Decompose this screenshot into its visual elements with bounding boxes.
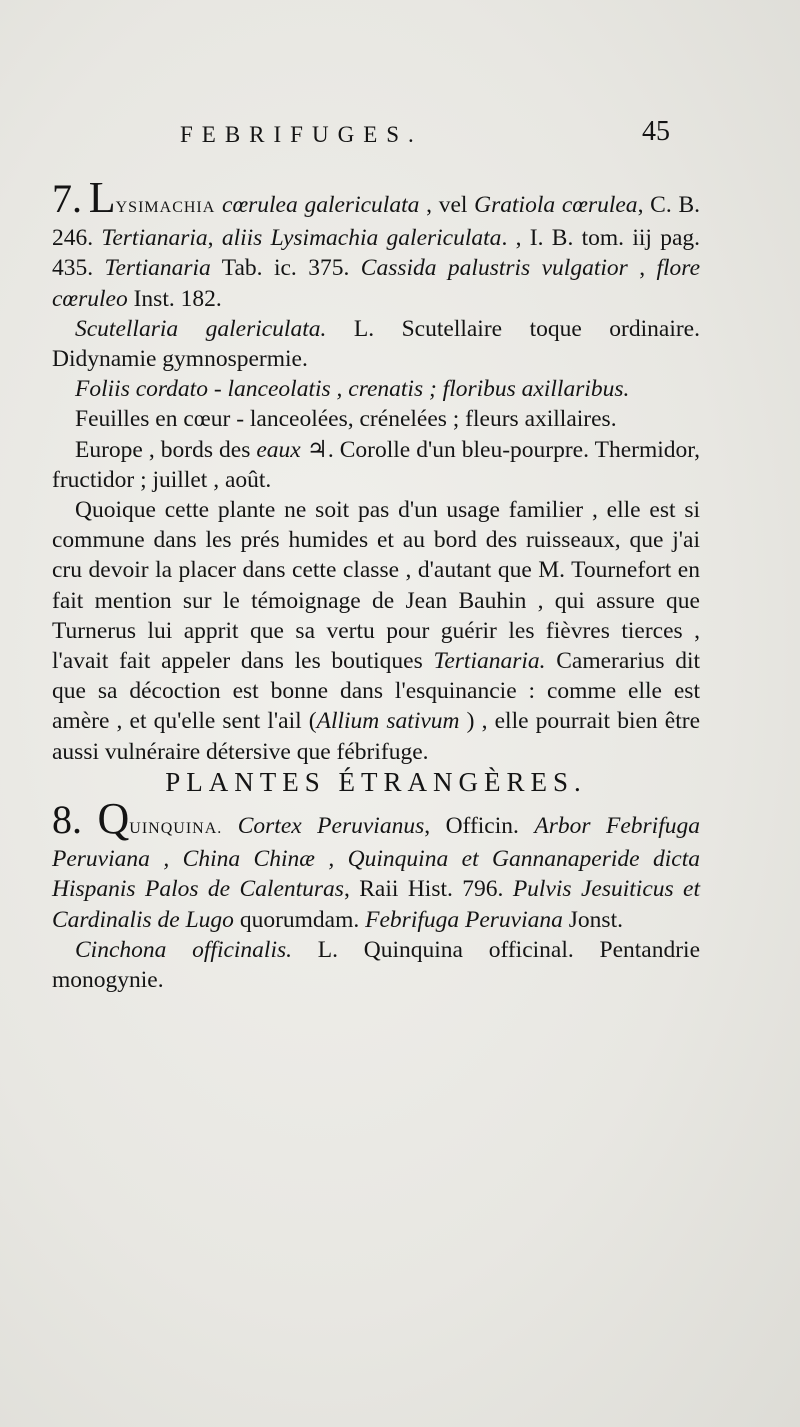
syn8-g: Febrifuga Peruviana: [365, 906, 563, 933]
commentary-b: Tertianaria.: [433, 648, 546, 675]
syn8-c: Arbor Febrifuga Peruviana , China Chinæ , Quinquina et Gannanaperide dicta Hispanis Palos de Calenturas: [52, 813, 700, 903]
syn-f: ,: [207, 225, 214, 252]
syn-g: aliis Lysimachia galericulata: [221, 225, 502, 252]
page-body: [52, 173, 701, 995]
entry-7-french-description: Feuilles en cœur - lanceolées, crénelées ; fleurs axillaires.: [75, 406, 617, 433]
entry-7-latin-description: [52, 374, 700, 404]
page-number: 45: [642, 116, 670, 147]
entry-8-head: UINQUINA.: [129, 820, 223, 838]
linnaean-name-8: Cinchona officinalis.: [75, 936, 293, 963]
linnaean-rest-8: L. Quinquina officinal. Pentandrie monogynie.: [52, 936, 700, 994]
syn-e: Tertianaria: [101, 225, 208, 252]
syn-b: , vel: [426, 192, 468, 218]
syn8-d: , Raii Hist. 796.: [343, 876, 504, 903]
syn8-b: , Officin.: [424, 813, 519, 840]
entry-8-number: 8.: [52, 797, 82, 843]
commentary-e: ) , elle pourrait bien être aussi vulnéraire détersive que fébrifuge.: [52, 708, 700, 765]
entry-8-dropcap: Q: [97, 794, 130, 844]
entry-8-synonymy: [52, 794, 701, 935]
section-heading: PLANTES ÉTRANGÈRES.: [165, 766, 587, 797]
syn-d: , C. B. 246.: [52, 192, 701, 252]
entry-7-habitat: [52, 435, 700, 495]
syn-l: ,: [639, 255, 646, 282]
habitat-c: ♃. Corolle d'un bleu-pourpre. Thermidor, fructidor ; juillet , août.: [52, 436, 701, 493]
syn8-f: quorumdam.: [239, 906, 360, 933]
syn-c: Gratiola cœrulea: [474, 192, 638, 218]
syn-m: flore cœruleo: [52, 255, 701, 312]
running-head: FEBRIFUGES.: [180, 122, 423, 147]
syn-k: Cassida palustris vulgatior: [360, 255, 628, 282]
entry-7-dropcap: L: [88, 173, 116, 222]
syn8-a: Cortex Peruvianus: [237, 813, 425, 840]
habitat-b: eaux: [256, 436, 301, 463]
syn-n: Inst. 182.: [133, 285, 222, 312]
syn-j: Tab. ic. 375.: [221, 255, 350, 282]
linnaean-rest: L. Scutellaire toque ordinaire. Didynamie gymnospermie.: [52, 315, 700, 373]
syn-h: . , I. B. tom. iij pag. 435.: [52, 225, 701, 282]
entry-7-number: 7.: [52, 176, 82, 221]
entry-7-linnaean: [52, 314, 700, 374]
commentary-a: Quoique cette plante ne soit pas d'un usage familier , elle est si commune dans les prés humides et au bord des ruisseaux, que j'ai cru devoir la placer dans cette classe , d'autant que M. Tournefort en fait mention sur le témoignage de Jean Bauhin , qui assure que Turnerus lui apprit que sa vertu pour guérir les fièvres tierces , l'avait fait appeler dans les boutiques: [52, 497, 700, 675]
entry-7-commentary: [52, 495, 700, 767]
entry-7-synonymy: [52, 173, 701, 314]
syn-a: cœrulea galericulata: [222, 192, 420, 218]
latin-description: Foliis cordato - lanceolatis , crenatis ; floribus axillaribus.: [75, 376, 630, 403]
commentary-d: Allium sativum: [316, 708, 460, 735]
linnaean-name: Scutellaria galericulata.: [75, 315, 327, 342]
syn8-e: Pulvis Jesuiticus et Cardinalis de Lugo: [52, 876, 701, 933]
commentary-c: Camerarius dit que sa décoction est bonne dans l'esquinancie : comme elle est amère , et qu'elle sent l'ail (: [52, 648, 701, 735]
entry-8-linnaean: [52, 935, 700, 995]
page-header: [180, 116, 670, 162]
syn-i: Tertianaria: [104, 255, 211, 282]
habitat-a: Europe , bords des: [75, 436, 251, 463]
syn8-h: Jonst.: [568, 906, 623, 933]
entry-7-head: YSIMACHIA: [115, 199, 216, 216]
